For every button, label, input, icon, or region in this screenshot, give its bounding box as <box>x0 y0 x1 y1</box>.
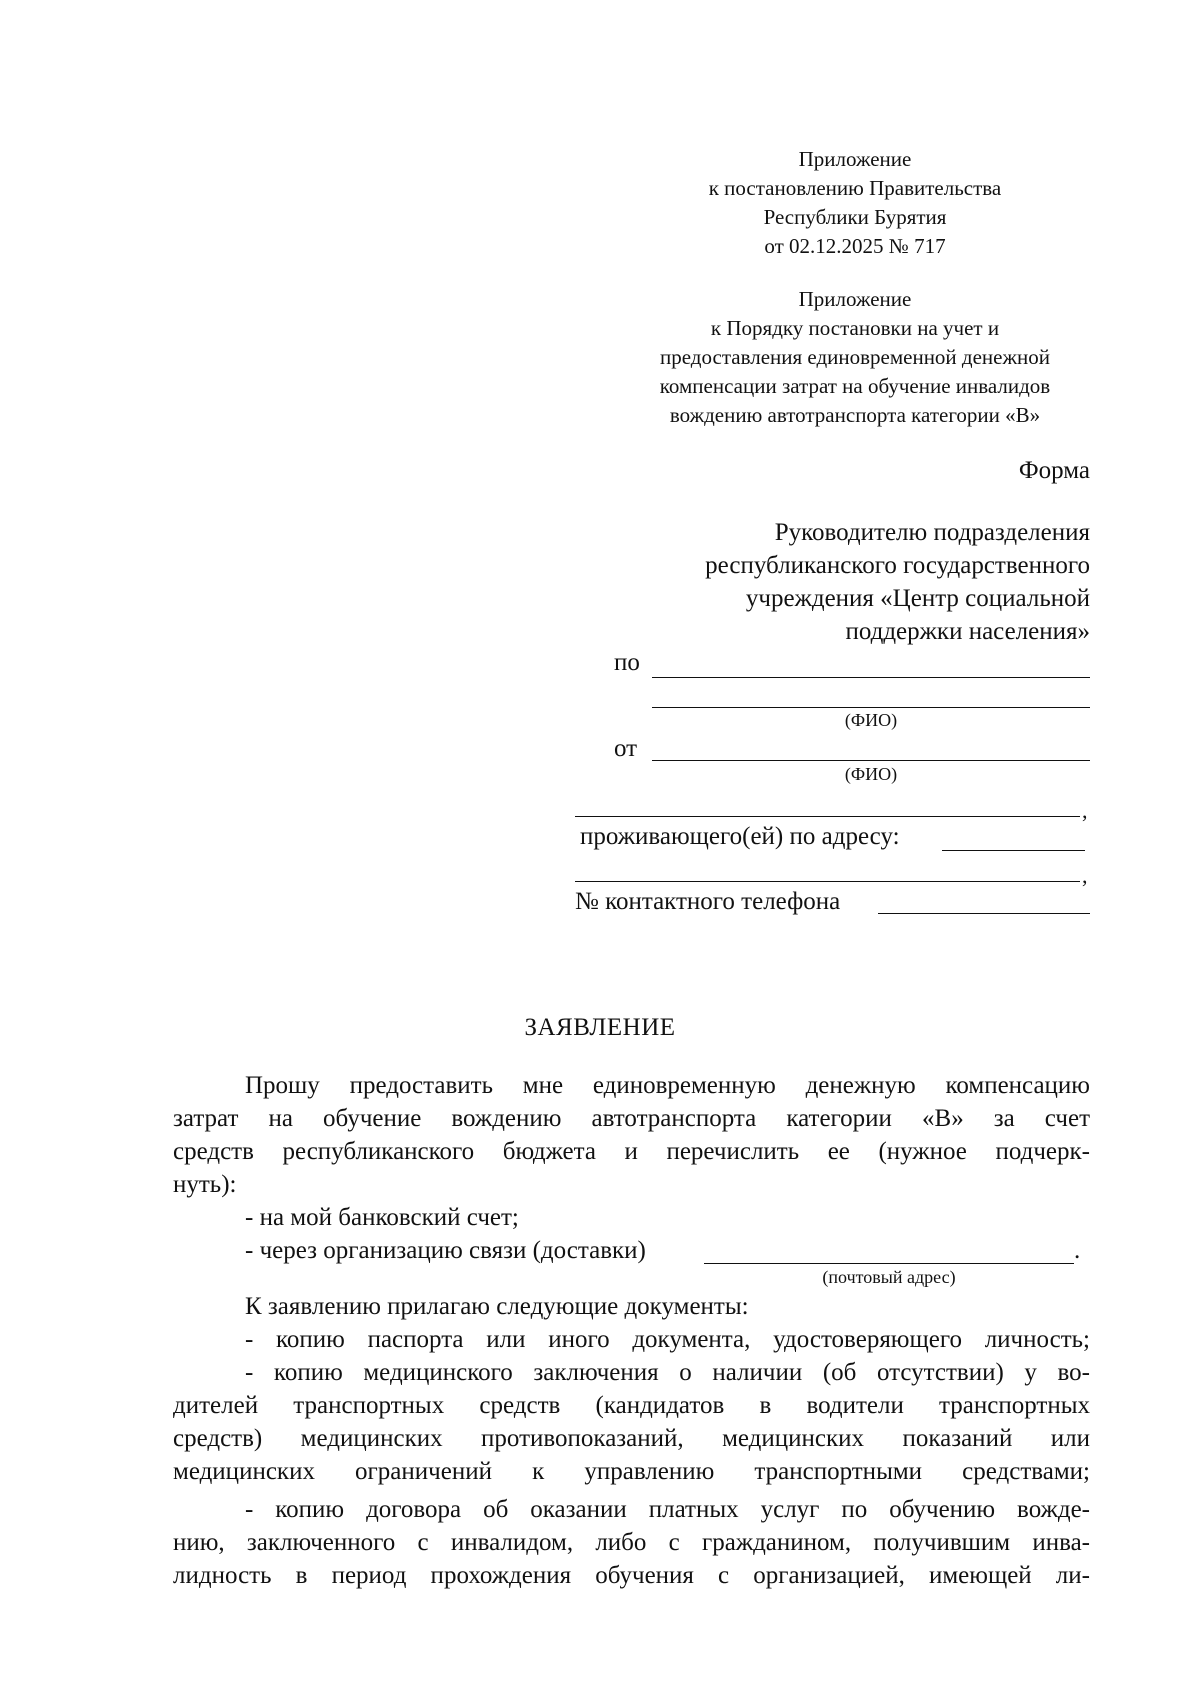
ot-label: от <box>614 735 638 762</box>
po-label: по <box>614 649 640 676</box>
addressee-block <box>610 516 1090 648</box>
appendix-line: от 02.12.2025 № 717 <box>764 234 946 258</box>
option-bank-account: - на мой банковский счет; <box>245 1204 519 1231</box>
document-item: - копию договора об оказании платных услуг по обучению вожде- <box>245 1496 1090 1523</box>
document-title: ЗАЯВЛЕНИЕ <box>524 1014 676 1041</box>
addressee-line: учреждения «Центр социальной <box>745 585 1090 612</box>
appendix-header-procedure <box>620 285 1090 430</box>
appendix-line: к постановлению Правительства <box>708 176 1002 200</box>
document-item-line: нию, заключенного с инвалидом, либо с гражданином, получившим инва- <box>173 1529 1090 1556</box>
blank-line[interactable] <box>575 816 1080 817</box>
addressee-line: республиканского государственного <box>705 552 1090 579</box>
phone-blank-line[interactable] <box>878 913 1090 914</box>
comma: , <box>1082 798 1088 823</box>
document-item: - копию медицинского заключения о наличии (об отсутствии) у во- <box>245 1359 1090 1386</box>
postal-address-caption: (почтовый адрес) <box>822 1267 956 1287</box>
form-label: Форма <box>1018 457 1090 484</box>
fio-caption: (ФИО) <box>844 764 898 784</box>
option-postal-delivery: - через организацию связи (доставки) <box>245 1237 646 1264</box>
appendix-line: компенсации затрат на обучение инвалидов <box>659 374 1051 398</box>
appendix-line: вождению автотранспорта категории «В» <box>669 403 1041 427</box>
address-label: проживающего(ей) по адресу: <box>580 823 900 850</box>
appendix-line: Приложение <box>798 287 912 311</box>
po-blank-line-2[interactable] <box>652 707 1090 708</box>
appendix-line: Приложение <box>798 147 912 171</box>
document-item-line: медицинских ограничений к управлению транспортными средствами; <box>173 1458 1090 1485</box>
addressee-line: Руководителю подразделения <box>774 519 1090 546</box>
comma: , <box>1082 863 1088 888</box>
appendix-line: Республики Бурятия <box>763 205 947 229</box>
document-item-line: лидность в период прохождения обучения с организацией, имеющей ли- <box>173 1562 1090 1589</box>
document-item: - копию паспорта или иного документа, удостоверяющего личность; <box>245 1326 1090 1353</box>
phone-label: № контактного телефона <box>575 888 841 915</box>
body-line: средств республиканского бюджета и перечислить ее (нужное подчерк- <box>173 1138 1090 1165</box>
address-blank-line[interactable] <box>942 850 1085 851</box>
postal-address-blank-line[interactable] <box>704 1263 1074 1264</box>
appendix-header-government-decree <box>620 145 1090 261</box>
po-blank-line[interactable] <box>652 677 1090 678</box>
fio-caption: (ФИО) <box>844 710 898 730</box>
appendix-line: к Порядку постановки на учет и <box>710 316 1000 340</box>
document-item-line: средств) медицинских противопоказаний, медицинских показаний или <box>173 1425 1090 1452</box>
body-line: нуть): <box>173 1171 237 1198</box>
body-line: Прошу предоставить мне единовременную денежную компенсацию <box>245 1072 1090 1099</box>
address-blank-line-2[interactable] <box>575 881 1080 882</box>
body-line: затрат на обучение вождению автотранспорта категории «В» за счет <box>173 1105 1090 1132</box>
documents-intro: К заявлению прилагаю следующие документы: <box>245 1293 749 1320</box>
appendix-line: предоставления единовременной денежной <box>660 345 1050 369</box>
document-item-line: дителей транспортных средств (кандидатов в водители транспортных <box>173 1392 1090 1419</box>
ot-blank-line[interactable] <box>652 760 1090 761</box>
addressee-line: поддержки населения» <box>845 618 1090 645</box>
period: . <box>1074 1237 1081 1264</box>
